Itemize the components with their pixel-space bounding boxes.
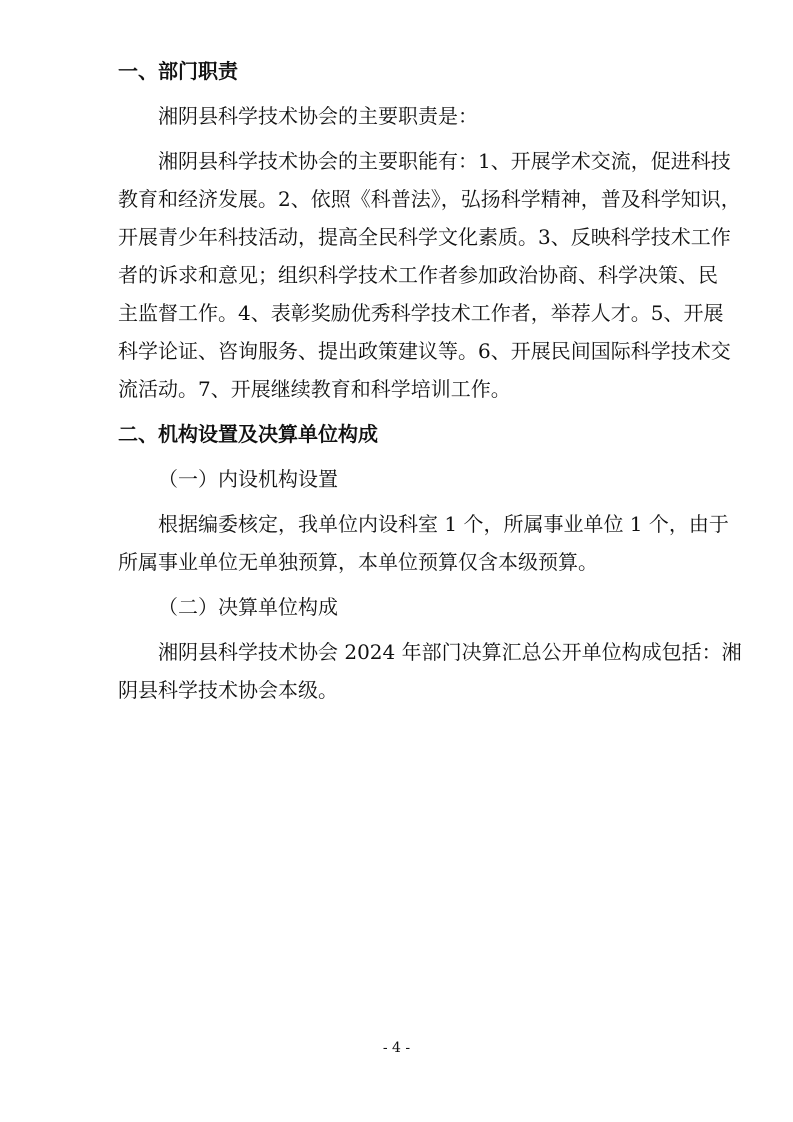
duties-paragraph bbox=[118, 142, 741, 408]
paragraph-line: 者的诉求和意见；组织科学技术工作者参加政治协商、科学决策、民 bbox=[118, 263, 718, 287]
paragraph-line: 湘阴县科学技术协会 2024 年部门决算汇总公开单位构成包括：湘 bbox=[158, 640, 742, 664]
paragraph-line: 湘阴县科学技术协会的主要职能有：1、开展学术交流，促进科技 bbox=[158, 149, 731, 173]
internal-structure-paragraph bbox=[118, 505, 729, 581]
subsection-heading-internal-structure: （一）内设机构设置 bbox=[158, 467, 338, 491]
paragraph-line: 教育和经济发展。2、依照《科普法》，弘扬科学精神，普及科学知识， bbox=[118, 187, 741, 211]
subsection-heading-budget-units: （二）决算单位构成 bbox=[158, 595, 338, 619]
paragraph-line: 主监督工作。4、表彰奖励优秀科学技术工作者，举荐人才。5、开展 bbox=[118, 301, 724, 325]
section-intro: 湘阴县科学技术协会的主要职责是： bbox=[158, 104, 478, 128]
paragraph-line: 流活动。7、开展继续教育和科学培训工作。 bbox=[118, 377, 511, 401]
section-heading-department-duties: 一、部门职责 bbox=[118, 59, 238, 83]
page-number: - 4 - bbox=[382, 1040, 411, 1056]
paragraph-line: 阴县科学技术协会本级。 bbox=[118, 678, 338, 702]
document-content bbox=[118, 52, 742, 716]
paragraph-line: 根据编委核定，我单位内设科室 1 个，所属事业单位 1 个，由于 bbox=[158, 512, 729, 536]
paragraph-line: 科学论证、咨询服务、提出政策建议等。6、开展民间国际科学技术交 bbox=[118, 339, 731, 363]
section-heading-organization: 二、机构设置及决算单位构成 bbox=[118, 422, 378, 446]
paragraph-line: 所属事业单位无单独预算，本单位预算仅含本级预算。 bbox=[118, 550, 598, 574]
budget-units-paragraph bbox=[118, 633, 742, 709]
paragraph-line: 开展青少年科技活动，提高全民科学文化素质。3、反映科学技术工作 bbox=[118, 225, 731, 249]
